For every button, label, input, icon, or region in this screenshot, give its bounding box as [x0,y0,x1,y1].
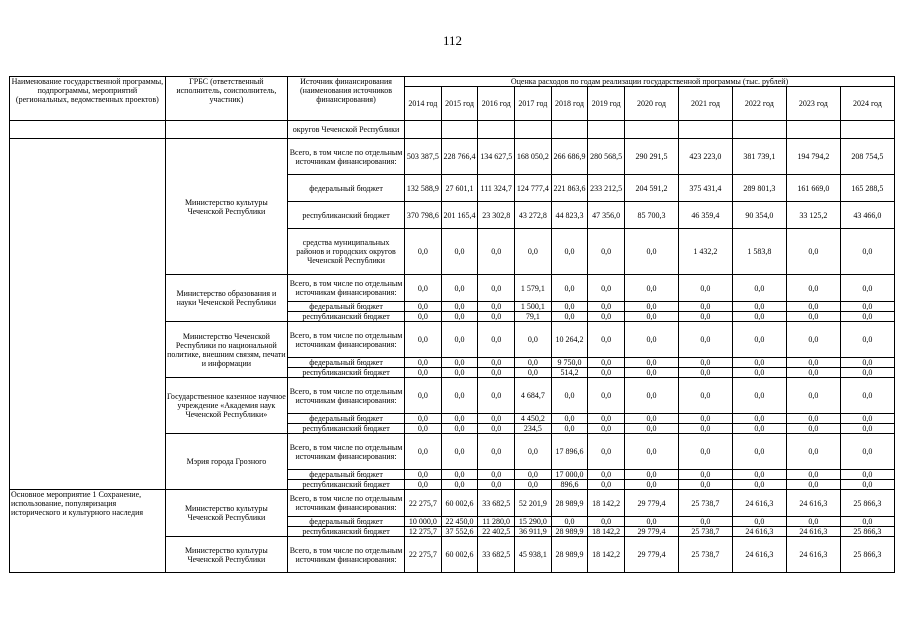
value-cell: 0,0 [840,302,894,312]
value-cell: 0,0 [840,517,894,527]
value-cell: 33 125,2 [786,202,840,229]
value-cell: 290 291,5 [625,139,679,175]
value-cell: 0,0 [441,470,478,480]
value-cell: 0,0 [625,275,679,302]
header-year: 2015 год [441,87,478,121]
value-cell: 0,0 [405,470,442,480]
value-cell: 23 302,8 [478,202,515,229]
value-cell: 0,0 [588,480,625,490]
value-cell: 0,0 [732,424,786,434]
header-year: 2022 год [732,87,786,121]
value-cell: 0,0 [405,480,442,490]
value-cell: 37 552,6 [441,527,478,537]
value-cell: 22 275,7 [405,490,442,517]
value-cell: 0,0 [478,480,515,490]
value-cell: 29 779,4 [625,490,679,517]
value-cell: 0,0 [625,480,679,490]
value-cell: 0,0 [405,368,442,378]
value-cell-empty [786,121,840,139]
value-cell: 17 000,0 [551,470,588,480]
value-cell: 234,5 [515,424,552,434]
value-cell: 1 583,8 [732,229,786,275]
value-cell: 29 779,4 [625,527,679,537]
value-cell: 423 223,0 [678,139,732,175]
value-cell: 22 275,7 [405,537,442,573]
value-cell: 9 750,0 [551,358,588,368]
value-cell: 0,0 [588,424,625,434]
value-cell: 1 579,1 [515,275,552,302]
source-cell: федеральный бюджет [287,470,404,480]
value-cell: 46 359,4 [678,202,732,229]
source-cell: республиканский бюджет [287,480,404,490]
value-cell: 0,0 [551,517,588,527]
source-cell: федеральный бюджет [287,175,404,202]
page-number: 112 [442,33,463,48]
value-cell: 0,0 [405,322,442,358]
value-cell: 60 002,6 [441,537,478,573]
value-cell: 28 989,9 [551,527,588,537]
value-cell: 0,0 [588,517,625,527]
value-cell: 0,0 [840,378,894,414]
value-cell: 24 616,3 [786,490,840,517]
value-cell: 0,0 [786,378,840,414]
value-cell: 43 272,8 [515,202,552,229]
value-cell: 60 002,6 [441,490,478,517]
value-cell: 43 466,0 [840,202,894,229]
value-cell-empty [405,121,442,139]
value-cell: 29 779,4 [625,537,679,573]
grbs-cell: Мэрия города Грозного [165,434,287,490]
value-cell: 0,0 [588,470,625,480]
value-cell: 85 700,3 [625,202,679,229]
value-cell: 168 050,2 [515,139,552,175]
value-cell: 381 739,1 [732,139,786,175]
value-cell: 28 989,9 [551,490,588,517]
value-cell: 25 866,3 [840,527,894,537]
header-estimate: Оценка расходов по годам реализации государственной программы (тыс. рублей) [405,77,895,87]
value-cell: 18 142,2 [588,490,625,517]
value-cell: 25 738,7 [678,490,732,517]
value-cell: 0,0 [678,302,732,312]
source-cell: республиканский бюджет [287,202,404,229]
value-cell: 25 738,7 [678,527,732,537]
source-cell: республиканский бюджет [287,527,404,537]
value-cell: 0,0 [551,302,588,312]
value-cell: 0,0 [840,470,894,480]
value-cell: 0,0 [551,424,588,434]
value-cell: 0,0 [405,434,442,470]
value-cell: 0,0 [732,470,786,480]
value-cell: 375 431,4 [678,175,732,202]
value-cell: 0,0 [625,378,679,414]
value-cell-empty [840,121,894,139]
value-cell-empty [478,121,515,139]
value-cell: 0,0 [441,368,478,378]
value-cell: 0,0 [678,434,732,470]
value-cell: 79,1 [515,312,552,322]
value-cell: 370 798,6 [405,202,442,229]
value-cell: 44 823,3 [551,202,588,229]
value-cell: 24 616,3 [786,537,840,573]
value-cell: 12 275,7 [405,527,442,537]
value-cell: 24 616,3 [732,537,786,573]
table-row [10,121,895,139]
value-cell: 0,0 [840,480,894,490]
value-cell: 0,0 [625,414,679,424]
value-cell: 0,0 [405,229,442,275]
header-year: 2014 год [405,87,442,121]
value-cell: 0,0 [786,302,840,312]
value-cell-empty [441,121,478,139]
value-cell: 25 866,3 [840,537,894,573]
name-cell-empty [10,139,166,490]
value-cell: 0,0 [515,434,552,470]
value-cell: 0,0 [625,368,679,378]
value-cell: 0,0 [441,424,478,434]
value-cell: 15 290,0 [515,517,552,527]
value-cell: 0,0 [515,470,552,480]
source-cell: федеральный бюджет [287,302,404,312]
source-cell: Всего, в том числе по отдельным источникам финансирования: [287,537,404,573]
value-cell: 0,0 [588,378,625,414]
value-cell: 33 682,5 [478,537,515,573]
value-cell: 124 777,4 [515,175,552,202]
value-cell: 0,0 [625,517,679,527]
value-cell: 0,0 [786,424,840,434]
value-cell: 0,0 [625,322,679,358]
value-cell: 0,0 [678,470,732,480]
value-cell: 0,0 [405,312,442,322]
value-cell-empty [515,121,552,139]
value-cell: 514,2 [551,368,588,378]
value-cell: 47 356,0 [588,202,625,229]
value-cell: 0,0 [786,517,840,527]
table-row [10,490,895,517]
value-cell: 0,0 [588,358,625,368]
value-cell: 0,0 [840,312,894,322]
header-year: 2019 год [588,87,625,121]
value-cell: 0,0 [405,424,442,434]
value-cell: 0,0 [786,312,840,322]
value-cell-empty [625,121,679,139]
value-cell: 0,0 [551,312,588,322]
value-cell: 0,0 [678,414,732,424]
header-year: 2021 год [678,87,732,121]
value-cell: 194 794,2 [786,139,840,175]
value-cell: 0,0 [678,368,732,378]
value-cell: 0,0 [478,312,515,322]
value-cell: 0,0 [678,378,732,414]
value-cell: 52 201,9 [515,490,552,517]
value-cell: 0,0 [441,312,478,322]
value-cell: 280 568,5 [588,139,625,175]
value-cell: 896,6 [551,480,588,490]
value-cell: 0,0 [786,275,840,302]
value-cell: 0,0 [840,434,894,470]
value-cell: 0,0 [588,275,625,302]
value-cell: 204 591,2 [625,175,679,202]
source-cell: Всего, в том числе по отдельным источникам финансирования: [287,378,404,414]
value-cell: 0,0 [732,517,786,527]
source-cell: республиканский бюджет [287,424,404,434]
value-cell: 0,0 [786,414,840,424]
value-cell: 0,0 [678,275,732,302]
value-cell: 0,0 [441,358,478,368]
value-cell: 0,0 [588,229,625,275]
value-cell: 0,0 [588,414,625,424]
budget-table [9,76,895,573]
value-cell: 0,0 [441,275,478,302]
value-cell: 17 896,6 [551,434,588,470]
value-cell: 0,0 [441,378,478,414]
header-source: Источник финансирования (наименования источников финансирования) [287,77,404,121]
value-cell: 0,0 [405,275,442,302]
source-cell: федеральный бюджет [287,414,404,424]
header-year: 2017 год [515,87,552,121]
value-cell: 0,0 [732,358,786,368]
value-cell: 132 588,9 [405,175,442,202]
header-year: 2023 год [786,87,840,121]
value-cell: 221 863,6 [551,175,588,202]
value-cell: 0,0 [840,368,894,378]
value-cell: 0,0 [840,358,894,368]
value-cell: 134 627,5 [478,139,515,175]
source-cell: Всего, в том числе по отдельным источникам финансирования: [287,322,404,358]
value-cell: 0,0 [441,480,478,490]
value-cell: 0,0 [732,275,786,302]
value-cell: 0,0 [478,302,515,312]
value-cell: 25 738,7 [678,537,732,573]
source-cell: округов Чеченской Республики [287,121,404,139]
value-cell: 33 682,5 [478,490,515,517]
value-cell: 11 280,0 [478,517,515,527]
value-cell: 4 684,7 [515,378,552,414]
value-cell: 0,0 [588,434,625,470]
value-cell: 0,0 [840,229,894,275]
grbs-cell-empty [165,121,287,139]
value-cell: 0,0 [678,424,732,434]
value-cell: 24 616,3 [732,527,786,537]
value-cell: 0,0 [515,229,552,275]
value-cell: 0,0 [515,358,552,368]
header-name: Наименование государственной программы, подпрограммы, мероприятий (региональных, ведомственных проектов) [10,77,166,121]
value-cell: 0,0 [588,312,625,322]
value-cell: 25 866,3 [840,490,894,517]
source-cell: средства муниципальных районов и городских округов Чеченской Республики [287,229,404,275]
value-cell: 90 354,0 [732,202,786,229]
value-cell: 22 450,0 [441,517,478,527]
grbs-cell: Министерство культуры Чеченской Республики [165,139,287,275]
value-cell: 208 754,5 [840,139,894,175]
value-cell: 10 264,2 [551,322,588,358]
header-year: 2024 год [840,87,894,121]
value-cell: 0,0 [625,358,679,368]
value-cell: 1 432,2 [678,229,732,275]
value-cell: 22 402,5 [478,527,515,537]
value-cell: 0,0 [551,275,588,302]
value-cell: 0,0 [478,470,515,480]
value-cell: 28 989,9 [551,537,588,573]
value-cell-empty [551,121,588,139]
value-cell: 0,0 [732,414,786,424]
value-cell: 0,0 [678,322,732,358]
value-cell: 0,0 [732,480,786,490]
value-cell: 0,0 [786,358,840,368]
value-cell: 289 801,3 [732,175,786,202]
value-cell: 0,0 [732,302,786,312]
header-year: 2018 год [551,87,588,121]
value-cell: 0,0 [678,480,732,490]
value-cell: 0,0 [441,414,478,424]
value-cell: 0,0 [732,368,786,378]
value-cell: 0,0 [840,424,894,434]
name-cell-empty [10,121,166,139]
value-cell: 0,0 [678,312,732,322]
value-cell: 161 669,0 [786,175,840,202]
value-cell: 233 212,5 [588,175,625,202]
value-cell: 228 766,4 [441,139,478,175]
value-cell: 0,0 [478,424,515,434]
value-cell: 0,0 [732,322,786,358]
value-cell: 0,0 [551,378,588,414]
value-cell: 18 142,2 [588,537,625,573]
value-cell-empty [732,121,786,139]
table-row [10,139,895,175]
value-cell: 0,0 [478,414,515,424]
value-cell: 111 324,7 [478,175,515,202]
value-cell: 0,0 [786,368,840,378]
source-cell: республиканский бюджет [287,368,404,378]
value-cell: 0,0 [588,322,625,358]
value-cell: 0,0 [478,368,515,378]
value-cell: 0,0 [441,229,478,275]
value-cell: 0,0 [515,368,552,378]
value-cell: 0,0 [732,378,786,414]
value-cell: 24 616,3 [732,490,786,517]
header-year: 2016 год [478,87,515,121]
value-cell: 1 500,1 [515,302,552,312]
value-cell: 10 000,0 [405,517,442,527]
value-cell: 0,0 [840,414,894,424]
value-cell: 0,0 [625,470,679,480]
value-cell: 0,0 [786,434,840,470]
grbs-cell: Министерство Чеченской Республики по национальной политике, внешним связям, печати и информации [165,322,287,378]
value-cell: 0,0 [732,312,786,322]
grbs-cell: Министерство культуры Чеченской Республики [165,490,287,537]
value-cell: 0,0 [405,378,442,414]
value-cell: 45 938,1 [515,537,552,573]
source-cell: федеральный бюджет [287,358,404,368]
value-cell: 0,0 [625,312,679,322]
value-cell: 0,0 [786,470,840,480]
value-cell: 0,0 [405,358,442,368]
value-cell: 0,0 [441,302,478,312]
source-cell: Всего, в том числе по отдельным источникам финансирования: [287,139,404,175]
value-cell: 0,0 [678,358,732,368]
source-cell: республиканский бюджет [287,312,404,322]
value-cell: 0,0 [678,517,732,527]
value-cell: 0,0 [551,229,588,275]
value-cell: 0,0 [551,414,588,424]
source-cell: Всего, в том числе по отдельным источникам финансирования: [287,275,404,302]
source-cell: Всего, в том числе по отдельным источникам финансирования: [287,434,404,470]
value-cell: 0,0 [786,480,840,490]
source-cell: Всего, в том числе по отдельным источникам финансирования: [287,490,404,517]
value-cell: 0,0 [478,358,515,368]
value-cell: 18 142,2 [588,527,625,537]
value-cell: 201 165,4 [441,202,478,229]
value-cell: 0,0 [441,322,478,358]
header-year: 2020 год [625,87,679,121]
value-cell: 36 911,9 [515,527,552,537]
value-cell: 24 616,3 [786,527,840,537]
value-cell: 0,0 [625,434,679,470]
grbs-cell: Государственное казенное научное учреждение «Академия наук Чеченской Республики» [165,378,287,434]
value-cell: 0,0 [515,480,552,490]
value-cell-empty [588,121,625,139]
value-cell: 27 601,1 [441,175,478,202]
value-cell: 0,0 [478,229,515,275]
value-cell: 503 387,5 [405,139,442,175]
value-cell: 0,0 [786,322,840,358]
main-event-name: Основное мероприятие 1 Сохранение, использование, популяризация исторического и культурного наследия [10,490,166,573]
value-cell: 0,0 [515,322,552,358]
value-cell: 0,0 [732,434,786,470]
header-grbs: ГРБС (ответственный исполнитель, соисполнитель, участник) [165,77,287,121]
grbs-cell: Министерство образования и науки Чеченской Республики [165,275,287,322]
value-cell: 0,0 [840,322,894,358]
value-cell: 0,0 [786,229,840,275]
value-cell: 165 288,5 [840,175,894,202]
grbs-cell: Министерство культуры Чеченской Республики [165,537,287,573]
value-cell: 266 686,9 [551,139,588,175]
value-cell-empty [678,121,732,139]
value-cell: 0,0 [441,434,478,470]
value-cell: 0,0 [625,229,679,275]
value-cell: 4 450,2 [515,414,552,424]
source-cell: федеральный бюджет [287,517,404,527]
value-cell: 0,0 [478,434,515,470]
value-cell: 0,0 [478,322,515,358]
value-cell: 0,0 [478,275,515,302]
value-cell: 0,0 [625,424,679,434]
value-cell: 0,0 [840,275,894,302]
value-cell: 0,0 [588,368,625,378]
value-cell: 0,0 [405,414,442,424]
value-cell: 0,0 [588,302,625,312]
value-cell: 0,0 [625,302,679,312]
value-cell: 0,0 [405,302,442,312]
value-cell: 0,0 [478,378,515,414]
